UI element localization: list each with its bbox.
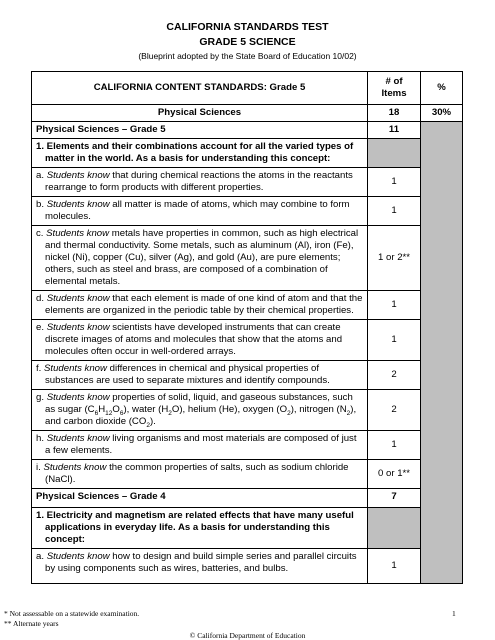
section-items: 18 (368, 105, 421, 122)
item-count: 2 (368, 361, 421, 390)
item-count: 1 (368, 168, 421, 197)
substandard-body: scientists have developed instruments that can create discrete images of atoms and molecules that show that the atoms and molecules often occur in well-ordered arrays. (45, 322, 343, 357)
substandard-text (32, 197, 368, 226)
subscript: 6 (119, 409, 124, 417)
percent-column-header: % (421, 72, 463, 105)
substandard-body: how to design and build simple series and parallel circuits by using components such as wires, batteries, and bulbs. (45, 551, 357, 574)
substandard-letter: a. (36, 170, 45, 181)
subsection-label: Physical Sciences – Grade 5 (32, 122, 368, 139)
standards-column-header: CALIFORNIA CONTENT STANDARDS: Grade 5 (32, 72, 368, 105)
items-column-header (368, 72, 421, 105)
substandard-text (32, 168, 368, 197)
substandard-body: ), nitrogen (N (290, 404, 347, 415)
table-row (32, 460, 463, 489)
students-know: Students know (46, 199, 110, 210)
items-header-line2: Items (381, 88, 407, 99)
table-row (32, 226, 463, 291)
table-row (32, 168, 463, 197)
substandard-letter: f. (36, 363, 42, 374)
percent-shaded-column (421, 122, 463, 584)
substandard-text (32, 460, 368, 489)
standard-row (32, 139, 463, 168)
substandard-body: metals have properties in common, such as high electrical and thermal conductivity. Some metals, such as aluminum (Al), iron (Fe), nickel (Ni), copper (Cu), silver (Ag), and gold (Au), are pure elements; others, such as steel and brass, are composed of a combination of elemental metals. (45, 228, 359, 287)
standard-row (32, 508, 463, 549)
section-percent: 30% (421, 105, 463, 122)
standard-text: 1. Electricity and magnetism are related effects that have many useful applications in everyday life. As a basis for understanding this concept: (32, 508, 368, 549)
students-know: Students know (46, 433, 110, 444)
item-count: 1 (368, 320, 421, 361)
substandard-letter: c. (36, 228, 44, 239)
substandard-body: living organisms and most materials are composed of just a few elements. (45, 433, 357, 456)
item-count: 1 or 2** (368, 226, 421, 291)
document-title: CALIFORNIA STANDARDS TEST (166, 21, 329, 33)
subsection-row-grade5 (32, 122, 463, 139)
students-know: Students know (46, 293, 110, 304)
substandard-letter: d. (36, 293, 45, 304)
substandard-body: H (98, 404, 106, 415)
substandard-letter: a. (36, 551, 45, 562)
substandard-text (32, 361, 368, 390)
subscript: 6 (94, 409, 99, 417)
subsection-items: 11 (368, 122, 421, 139)
students-know: Students know (46, 392, 110, 403)
section-label: Physical Sciences (32, 105, 368, 122)
substandard-text (32, 226, 368, 291)
substandard-text (32, 549, 368, 584)
subsection-label: Physical Sciences – Grade 4 (32, 489, 368, 508)
substandard-letter: b. (36, 199, 45, 210)
table-row (32, 361, 463, 390)
item-count: 0 or 1** (368, 460, 421, 489)
students-know: Students know (44, 363, 107, 374)
copyright-notice: © California Department of Education (189, 631, 306, 640)
substandard-body: all matter is made of atoms, which may combine to form molecules. (45, 199, 350, 222)
standard-shaded-cell (368, 139, 421, 168)
standard-shaded-cell (368, 508, 421, 549)
subscript: 2 (146, 421, 150, 429)
table-row (32, 549, 463, 584)
blueprint-table (31, 71, 463, 584)
item-count: 1 (368, 549, 421, 584)
substandard-body: that during chemical reactions the atoms in the reactants rearrange to form products with different properties. (45, 170, 353, 193)
students-know: Students know (43, 462, 107, 473)
footnote-alternate-years: ** Alternate years (4, 619, 59, 628)
substandard-text (32, 431, 368, 460)
substandard-body: O (112, 404, 120, 415)
substandard-text (32, 320, 368, 361)
substandard-body: properties of solid, liquid, and gaseous substances, such as sugar (C (45, 392, 353, 415)
table-row (32, 320, 463, 361)
table-row (32, 431, 463, 460)
substandard-body: ). (149, 416, 156, 427)
page-number: 1 (452, 609, 456, 618)
subscript: 2 (168, 409, 172, 417)
subsection-row-grade4 (32, 489, 463, 508)
item-count: 1 (368, 197, 421, 226)
students-know: Students know (46, 228, 110, 239)
substandard-body: ), and carbon dioxide (CO (45, 404, 357, 427)
subscript: 2 (287, 409, 291, 417)
students-know: Students know (46, 551, 110, 562)
subscript: 2 (346, 409, 351, 417)
table-row (32, 390, 463, 431)
section-row (32, 105, 463, 122)
substandard-body: O), helium (He), oxygen (O (171, 404, 288, 415)
blueprint-note: (Blueprint adopted by the State Board of Education 10/02) (138, 51, 357, 61)
substandard-body: ), water (H (123, 404, 169, 415)
students-know: Students know (46, 322, 110, 333)
document-subtitle: GRADE 5 SCIENCE (199, 36, 296, 48)
substandard-text (32, 390, 368, 431)
footnote-not-assessable: * Not assessable on a statewide examination. (4, 609, 140, 618)
subsection-items: 7 (368, 489, 421, 508)
substandard-body: that each element is made of one kind of atom and that the elements are organized in the periodic table by their chemical properties. (45, 293, 363, 316)
students-know: Students know (46, 170, 110, 181)
substandard-text (32, 291, 368, 320)
subscript: 12 (105, 409, 113, 417)
table-row (32, 291, 463, 320)
table-header-row (32, 72, 463, 105)
substandard-letter: e. (36, 322, 45, 333)
item-count: 1 (368, 291, 421, 320)
substandard-letter: g. (36, 392, 45, 403)
table-row (32, 197, 463, 226)
substandard-body: the common properties of salts, such as sodium chloride (NaCl). (45, 462, 349, 485)
item-count: 2 (368, 390, 421, 431)
items-header-line1: # of (385, 76, 403, 87)
item-count: 1 (368, 431, 421, 460)
standard-text: 1. Elements and their combinations account for all the varied types of matter in the world. As a basis for understanding this concept: (32, 139, 368, 168)
substandard-letter: h. (36, 433, 45, 444)
substandard-body: differences in chemical and physical properties of substances are used to separate mixtures and identify compounds. (45, 363, 330, 386)
substandard-letter: i. (36, 462, 41, 473)
